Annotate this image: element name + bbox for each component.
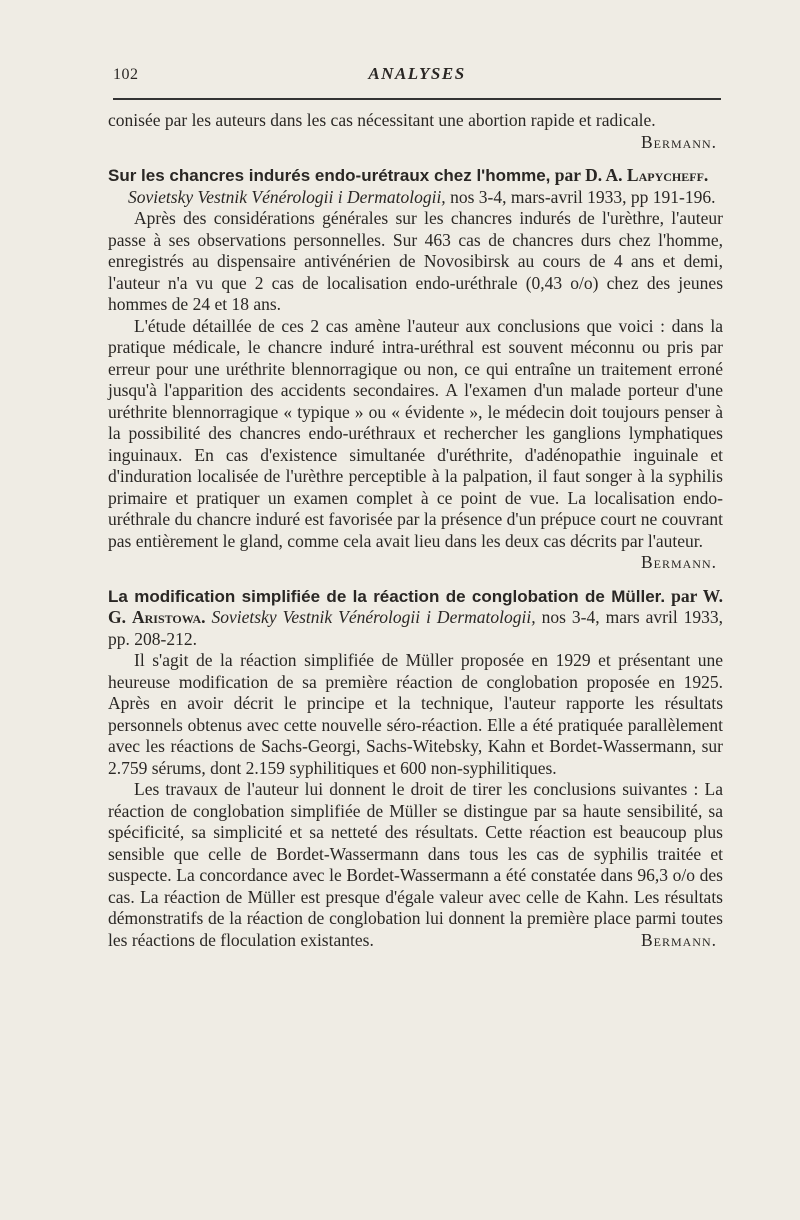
article1-paragraph-1: Après des considérations générales sur les chancres indurés de l'urèthre, l'auteur passe à ses observations personnelles. Sur 463 cas de chancres durs chez l'homme, enregistrés au dispensaire antivénérien de Novosibirsk au cours de 4 ans et demi, l'auteur n'a vu que 2 cas de localisation endo-uréthrale (0,43 o/o) chez des jeunes hommes de 24 et 18 ans. (108, 208, 723, 314)
article2-heading (108, 586, 723, 651)
intro-signature: Bermann. (640, 131, 717, 152)
article2-signature: Bermann. (640, 929, 717, 950)
article1-by: par D. A. (554, 165, 623, 185)
article2-author: Aristowa. (132, 607, 206, 627)
header-rule (113, 98, 721, 100)
article2-title: La modification simplifiée de la réaction de conglobation de Müller. (108, 586, 666, 606)
page-content (108, 110, 723, 951)
page-header (113, 60, 721, 90)
intro-text: conisée par les auteurs dans les cas nécessitant une abortion rapide et radicale. (108, 110, 656, 130)
article2-by: par W. G. (108, 585, 724, 627)
article1-reference (108, 187, 723, 209)
article2-ref: nos 3-4, mars avril 1933, pp. 208-212. (108, 607, 724, 649)
article1-heading (108, 165, 723, 208)
article2-paragraph-2-text: Les travaux de l'auteur lui donnent le droit de tirer les conclusions suivantes : La réaction de conglobation simplifiée de Müller se distingue par sa haute sensibilité, sa spécificité, sa simplicité et sa netteté des résultats. Cette réaction est beaucoup plus sensible que celle de Bordet-Wassermann dans tous les cas de syphilis traitée et suspecte. La concordance avec le Bordet-Wassermann a été constatée dans 96,3 o/o des cas. La réaction de Müller est presque d'égale valeur avec celle de Kahn. Les résultats démonstratifs de la réaction de conglobation lui donnent la première place parmi toutes les réactions de floculation existantes. (108, 779, 723, 950)
page-number: 102 (113, 66, 139, 83)
intro-paragraph (108, 110, 723, 152)
article1-title: Sur les chancres indurés endo-urétraux chez l'homme, (108, 166, 551, 185)
article2-paragraph-1: Il s'agit de la réaction simplifiée de Müller proposée en 1929 et présentant une heureuse modification de sa première réaction de conglobation proposée en 1925. Après en avoir décrit le principe et la technique, l'auteur rapporte les résultats personnels obtenus avec cette nouvelle séro-réaction. Elle a été pratiquée parallèlement avec les réactions de Sachs-Georgi, Sachs-Witebsky, Kahn et Bordet-Wassermann, sur 2.759 sérums, dont 2.159 syphilitiques et 600 non-syphilitiques. (108, 650, 723, 778)
article1-author: Lapycheff. (626, 165, 709, 185)
article1-paragraph-2-text: L'étude détaillée de ces 2 cas amène l'auteur aux conclusions que voici : dans la pratique médicale, le chancre induré intra-uréthral est souvent méconnu ou pris par erreur pour une uréthrite blennorragique ou non, ce qui entraîne un traitement erroné jusqu'à l'apparition des accidents secondaires. A l'examen d'un malade porteur d'une uréthrite blennorragique « typique » ou « évidente », le médecin doit toujours penser à la possibilité des chancres endo-uréthraux et rechercher les ganglions lymphatiques inguinaux. En cas d'existence simultanée d'uréthrite, d'adénopathie inguinale et d'induration localisée de l'urèthre perceptible à la palpation, il faut songer à la syphilis primaire et pratiquer un examen complet à ce point de vue. La localisation endo-uréthrale du chancre induré est favorisée par la présence d'un prépuce court ne couvrant pas entièrement le gland, comme cela avait lieu dans les deux cas décrits par l'auteur. (108, 315, 723, 551)
article1-signature: Bermann. (640, 552, 717, 572)
article2-paragraph-2 (108, 779, 723, 951)
article1-ref: nos 3-4, mars-avril 1933, pp 191-196. (450, 186, 716, 207)
article1-paragraph-2 (108, 315, 723, 572)
article2-journal: Sovietsky Vestnik Vénérologii i Dermatologii, (211, 607, 536, 627)
article1-journal: Sovietsky Vestnik Vénérologii i Dermatologii, (128, 186, 446, 207)
running-title: ANALYSES (368, 64, 466, 83)
